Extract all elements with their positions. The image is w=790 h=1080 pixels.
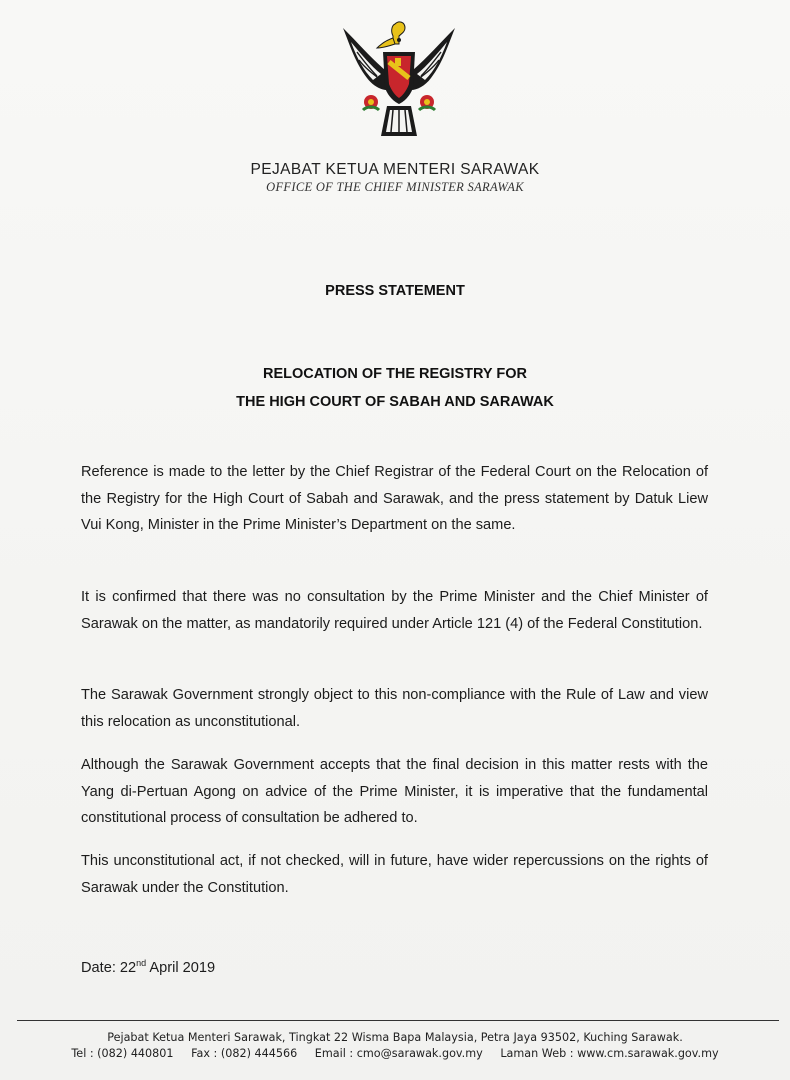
footer-contacts — [0, 1047, 790, 1060]
paragraph: The Sarawak Government strongly object to this non-compliance with the Rule of Law and view this relocation as unconstitutional. — [81, 687, 708, 730]
document-label: PRESS STATEMENT — [325, 283, 465, 299]
paragraph: It is confirmed that there was no consultation by the Prime Minister and the Chief Minister of Sarawak on the matter, as mandatorily required under Article 121 (4) of the Federal Constitution. — [81, 589, 708, 632]
date-month-year: April 2019 — [146, 960, 216, 976]
sarawak-coat-of-arms-icon — [337, 18, 461, 142]
office-name-malay: PEJABAT KETUA MENTERI SARAWAK — [250, 161, 540, 178]
footer-tel: Tel : (082) 440801 — [71, 1047, 174, 1060]
footer-website[interactable]: Laman Web : www.cm.sarawak.gov.my — [500, 1047, 719, 1060]
date-ordinal-suffix: nd — [136, 958, 147, 968]
office-name-english: OFFICE OF THE CHIEF MINISTER SARAWAK — [266, 180, 524, 194]
date-label: Date: 22 — [81, 960, 137, 976]
footer-email[interactable]: Email : cmo@sarawak.gov.my — [314, 1047, 483, 1060]
paragraph: Reference is made to the letter by the Chief Registrar of the Federal Court on the Relocation of the Registry for the High Court of Sabah and Sarawak, and the press statement by Datuk Liew Vui Kong, Minister in the Prime Minister’s Department on the same. — [81, 464, 708, 533]
statement-date — [81, 958, 215, 976]
footer-fax: Fax : (082) 444566 — [191, 1047, 298, 1060]
paragraph: This unconstitutional act, if not checked, will in future, have wider repercussions on the rights of Sarawak under the Constitution. — [81, 853, 708, 896]
paragraph: Although the Sarawak Government accepts that the final decision in this matter rests with the Yang di-Pertuan Agong on advice of the Prime Minister, it is imperative that the fundamental constitutional process of consultation be adhered to. — [81, 757, 708, 826]
footer-divider — [17, 1020, 779, 1021]
document-title-line1: RELOCATION OF THE REGISTRY FOR — [263, 366, 527, 382]
footer-address: Pejabat Ketua Menteri Sarawak, Tingkat 22 Wisma Bapa Malaysia, Petra Jaya 93502, Kuching Sarawak. — [107, 1031, 683, 1044]
document-title-line2: THE HIGH COURT OF SABAH AND SARAWAK — [236, 394, 554, 410]
